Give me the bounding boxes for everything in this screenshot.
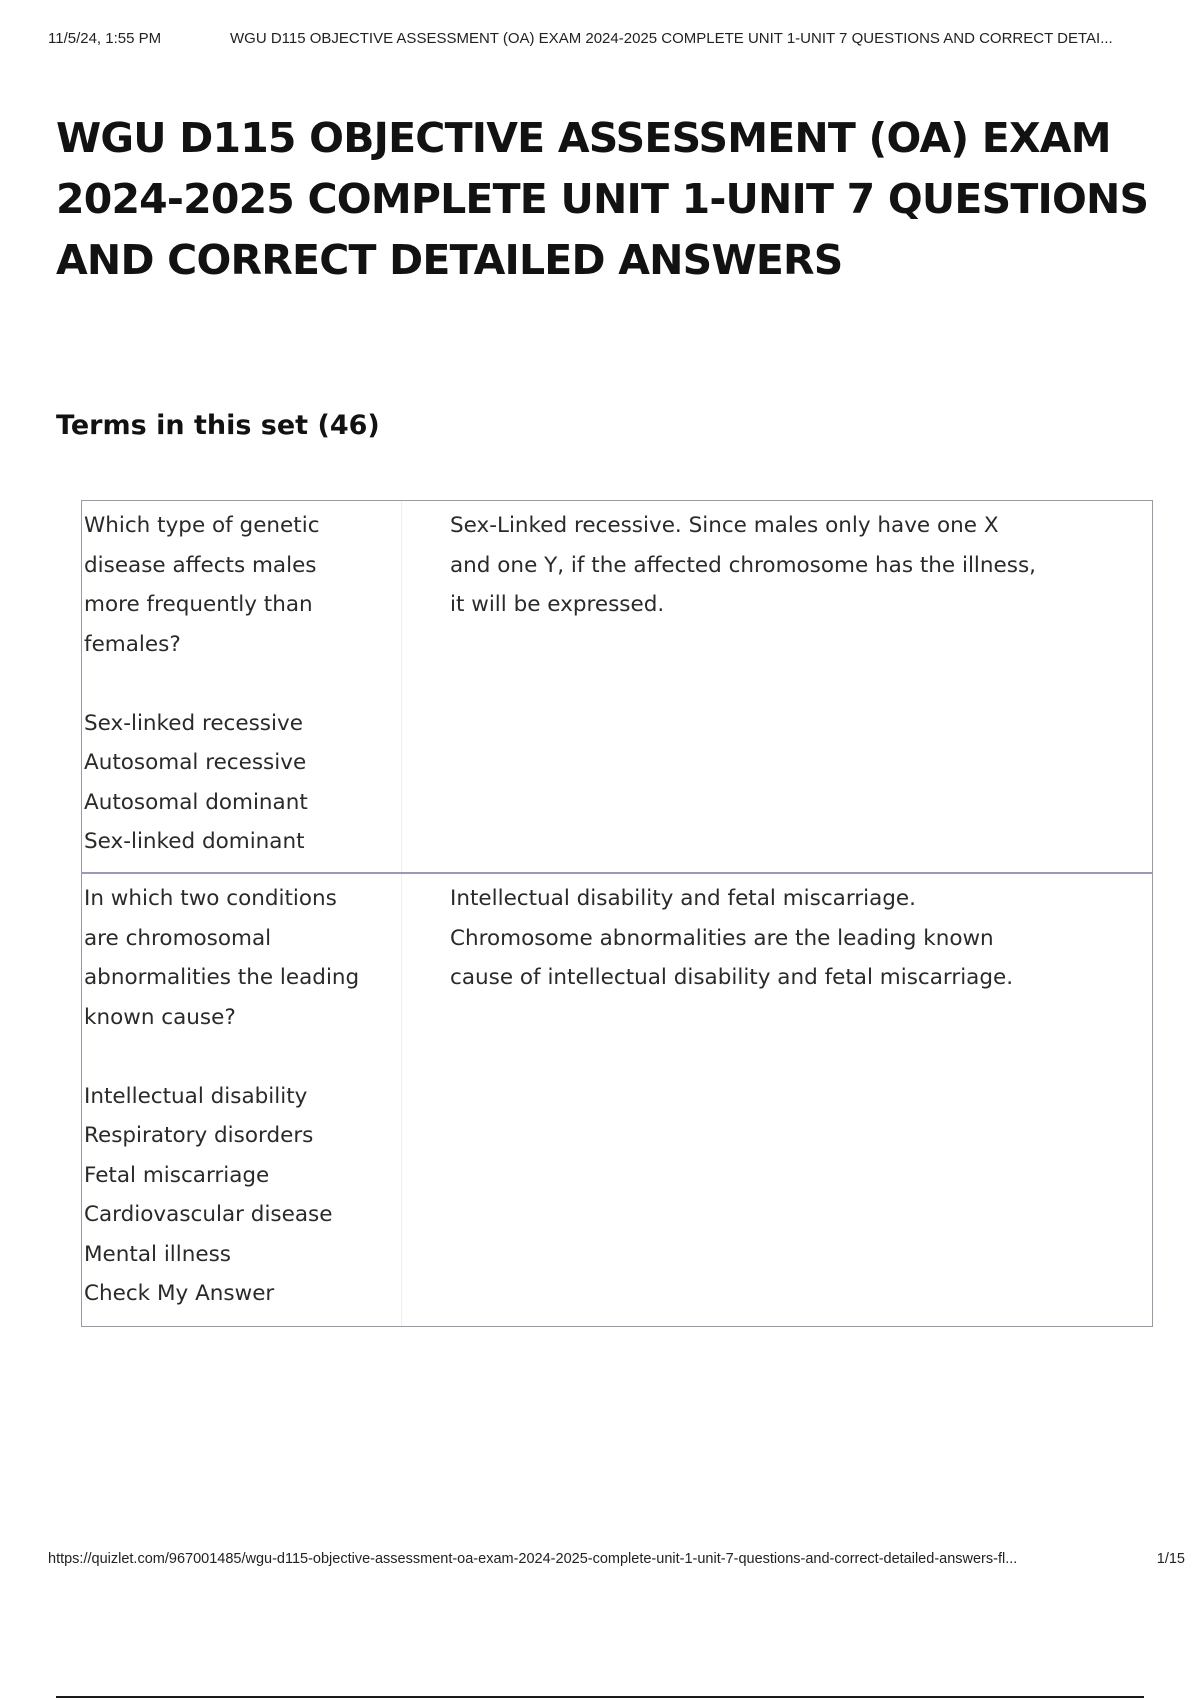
definition-line: Chromosome abnormalities are the leading known bbox=[450, 925, 994, 951]
definition-line: Sex-Linked recessive. Since males only have one X bbox=[450, 513, 999, 538]
print-footer bbox=[48, 1551, 1185, 1571]
definition-line: Intellectual disability and fetal miscarriage. bbox=[450, 886, 916, 911]
term-definition bbox=[402, 501, 1152, 872]
answer-option: Autosomal dominant bbox=[84, 789, 308, 815]
answer-option: Fetal miscarriage bbox=[84, 1162, 270, 1188]
terms-card-list bbox=[81, 500, 1153, 1327]
answer-option: Respiratory disorders bbox=[84, 1123, 314, 1148]
page-title-line: AND CORRECT DETAILED ANSWERS bbox=[56, 236, 843, 284]
page-title bbox=[56, 108, 1176, 291]
term-question-line: are chromosomal bbox=[84, 925, 272, 951]
answer-option: Intellectual disability bbox=[84, 1083, 308, 1109]
answer-option: Cardiovascular disease bbox=[84, 1202, 333, 1227]
answer-option: Sex-linked recessive bbox=[84, 710, 303, 736]
spacer bbox=[84, 664, 401, 704]
spacer bbox=[84, 1037, 401, 1077]
page-title-line: 2024-2025 COMPLETE UNIT 1-UNIT 7 QUESTIONS bbox=[56, 175, 1149, 223]
definition-line: it will be expressed. bbox=[450, 592, 665, 617]
term-card bbox=[82, 501, 1152, 872]
page-title-line: WGU D115 OBJECTIVE ASSESSMENT (OA) EXAM bbox=[56, 114, 1111, 162]
definition-line: and one Y, if the affected chromosome has the illness, bbox=[450, 552, 1036, 578]
definition-line: cause of intellectual disability and fetal miscarriage. bbox=[450, 965, 1014, 990]
print-datetime: 11/5/24, 1:55 PM bbox=[48, 30, 162, 47]
print-header bbox=[48, 30, 1180, 50]
answer-option: Autosomal recessive bbox=[84, 750, 307, 775]
term-card bbox=[82, 872, 1152, 1326]
answer-option: Mental illness bbox=[84, 1241, 231, 1267]
term-question-line: abnormalities the leading bbox=[84, 965, 360, 990]
terms-set-heading: Terms in this set (46) bbox=[56, 410, 380, 441]
print-url: https://quizlet.com/967001485/wgu-d115-objective-assessment-oa-exam-2024-2025-complete-unit-1-unit-7-questions-and-correct-detailed-answers-fl... bbox=[48, 1551, 1018, 1567]
term-question-line: more frequently than bbox=[84, 592, 313, 617]
answer-option: Sex-linked dominant bbox=[84, 829, 305, 854]
term-definition bbox=[402, 874, 1152, 1326]
term-question bbox=[82, 874, 402, 1326]
term-question bbox=[82, 501, 402, 872]
term-question-line: known cause? bbox=[84, 1004, 236, 1030]
term-question-line: females? bbox=[84, 631, 181, 657]
print-document-title: WGU D115 OBJECTIVE ASSESSMENT (OA) EXAM 2024-2025 COMPLETE UNIT 1-UNIT 7 QUESTIONS AND CORRECT DETAI... bbox=[230, 30, 1113, 47]
term-question-line: In which two conditions bbox=[84, 886, 337, 911]
term-question-line: Which type of genetic bbox=[84, 513, 320, 538]
bottom-divider bbox=[56, 1696, 1144, 1698]
page-number: 1/15 bbox=[1156, 1551, 1185, 1567]
term-question-line: disease affects males bbox=[84, 552, 317, 578]
check-my-answer-text: Check My Answer bbox=[84, 1281, 275, 1306]
